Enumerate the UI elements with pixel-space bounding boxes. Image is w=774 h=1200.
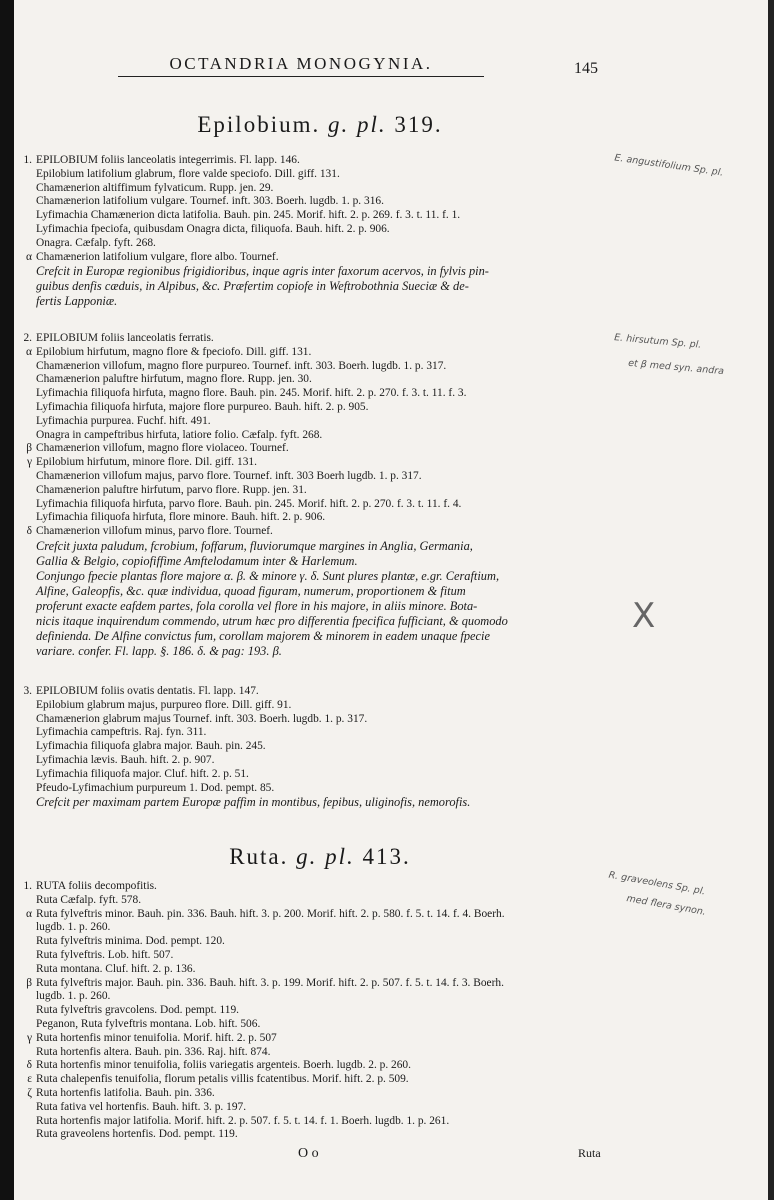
entry-text: Ruta hortenfis minor tenuifolia, foliis variegatis argenteis. Boerh. lugdb. 2. p. 260.	[36, 1059, 411, 1072]
entry-text: Crefcit in Europæ regionibus frigidioribus, inque agris inter faxorum acervos, in fylvis pin-	[36, 264, 489, 279]
entry-text: Lyfimachia filiquofa hirfuta, parvo flore. Bauh. pin. 245. Morif. hift. 2. p. 270. f. 3. t. 11. f. 4.	[36, 497, 462, 510]
entry-text: Ruta hortenfis minor tenuifolia. Morif. hift. 2. p. 507	[36, 1031, 277, 1044]
entry-text: Ruta fylveftris. Lob. hift. 507.	[36, 948, 174, 961]
entry-text: proferunt exacte eafdem partes, fola corolla vel flore in his majore, in aliis minore. Bota-	[36, 598, 478, 613]
entry-text: Conjungo fpecie plantas flore majore α. β. & minore γ. δ. Sunt plures plantæ, e.gr. Ceraftium,	[36, 568, 500, 583]
entry-line	[10, 470, 610, 484]
entry-text: guibus denfis cæduis, in Alpibus, &c. Præfertim copiofe in Weftrobothnia Sueciæ & de-	[36, 279, 469, 294]
entry-line	[10, 387, 610, 401]
entry-line	[10, 237, 610, 251]
entry-text: Lyfimachia filiquofa major. Cluf. hift. 2. p. 51.	[36, 767, 249, 780]
entry-marker: 2.	[23, 332, 32, 344]
entry-line	[10, 182, 610, 196]
margin-note: med flera synon.	[625, 893, 707, 918]
entry-line	[10, 713, 610, 727]
entry-line	[10, 685, 610, 699]
page-number: 145	[574, 60, 598, 77]
entry-line	[10, 990, 610, 1004]
entry-line	[10, 401, 610, 415]
entry-line	[10, 1073, 610, 1087]
entry-text: Ruta hortenfis major latifolia. Morif. hift. 2. p. 507. f. 5. t. 14. f. 1. Boerh. lugdb. 1. p. 261.	[36, 1114, 450, 1127]
entry-marker: γ	[26, 1031, 32, 1044]
entry-text: Ruta hortenfis altera. Bauh. pin. 336. Raj. hift. 874.	[36, 1045, 271, 1058]
entry-line	[10, 726, 610, 740]
entry-text: Chamænerion villofum majus, parvo flore. Tournef. inft. 303 Boerh lugdb. 1. p. 317.	[36, 469, 422, 482]
entry-line	[10, 1046, 610, 1060]
entry-line	[10, 373, 610, 387]
entry-line	[10, 963, 610, 977]
genus-number: 413.	[362, 844, 411, 869]
entry-line	[10, 498, 610, 512]
entry-text: Chamænerion villofum minus, parvo flore. Tournef.	[36, 525, 273, 538]
genus-ref: g. pl.	[296, 844, 355, 869]
entry-line	[10, 429, 610, 443]
entry-line	[10, 935, 610, 949]
entry-text: Ruta fylveftris minor. Bauh. pin. 336. Bauh. hift. 3. p. 200. Morif. hift. 2. p. 580. f. 5. t. 14. f. 4. Boerh.	[36, 907, 505, 920]
catchword: Ruta	[578, 1146, 601, 1160]
entry-marker: α	[26, 345, 32, 358]
entry-text: Peganon, Ruta fylveftris montana. Lob. hift. 506.	[36, 1017, 261, 1030]
entry-text: Gallia & Belgio, copiofiffime Amftelodamum inter & Harlemum.	[36, 553, 358, 568]
entry-line	[10, 1128, 610, 1142]
entry-marker: 1.	[23, 880, 32, 892]
entry-text: Chamænerion paluftre hirfutum, parvo flore. Rupp. jen. 31.	[36, 483, 307, 496]
entry-line	[10, 511, 610, 525]
entry-marker: α	[26, 250, 32, 263]
entry-line	[10, 569, 610, 584]
entry-marker: γ	[26, 456, 32, 469]
entry-line	[10, 442, 610, 456]
margin-note: E. angustifolium Sp. pl.	[613, 152, 725, 179]
entry-text: Ruta fylveftris minima. Dod. pempt. 120.	[36, 935, 225, 948]
entry-line	[10, 525, 610, 539]
entry-line	[10, 195, 610, 209]
entry-text: Chamænerion villofum, magno flore purpureo. Tournef. inft. 303. Boerh. lugdb. 1. p. 317.	[36, 359, 447, 372]
entry-text: Lyfimachia campeftris. Raj. fyn. 311.	[36, 726, 207, 739]
entry-text: Onagra. Cæfalp. fyft. 268.	[36, 236, 156, 249]
entry-text: Chamænerion villofum, magno flore violaceo. Tournef.	[36, 442, 289, 455]
entry-text: Onagra in campeftribus hirfuta, latiore folio. Cæfalp. fyft. 268.	[36, 428, 323, 441]
entry-marker: δ	[26, 1059, 32, 1072]
entry-line	[10, 599, 610, 614]
genus-title-ruta	[160, 844, 480, 870]
entry-text: definienda. De Alfine convictus fum, corollam majorem & minorem in eadem unaque fpecie	[36, 628, 490, 643]
entry-line	[10, 584, 610, 599]
entry-line	[10, 768, 610, 782]
entry-text: Ruta montana. Cluf. hift. 2. p. 136.	[36, 962, 196, 975]
entry-text: Ruta fylveftris major. Bauh. pin. 336. Bauh. hift. 3. p. 199. Morif. hift. 2. p. 507. f. 5. t. 14. f. 3. Boerh.	[36, 976, 504, 989]
entry-text: Ruta chalepenfis tenuifolia, florum petalis villis fcatentibus. Morif. hift. 2. p. 509.	[36, 1073, 409, 1086]
entry-text: Crefcit per maximam partem Europæ paffim in montibus, fepibus, uliginofis, nemorofis.	[36, 795, 471, 810]
entry-text: Epilobium latifolium glabrum, flore valde speciofo. Dill. giff. 131.	[36, 167, 340, 180]
entry-text: Crefcit juxta paludum, fcrobium, foffarum, fluviorumque margines in Anglia, Germania,	[36, 538, 473, 553]
entry-marker: 1.	[23, 154, 32, 166]
entry-line	[10, 332, 610, 346]
entry-text: fertis Lapponiæ.	[36, 294, 118, 309]
entry-line	[10, 1101, 610, 1115]
entry-line	[10, 795, 610, 810]
entry-line	[10, 168, 610, 182]
entry-text: Ruta fativa vel hortenfis. Bauh. hift. 3. p. 197.	[36, 1100, 247, 1113]
entry-text: Chamænerion latifolium vulgare. Tournef. inft. 303. Boerh. lugdb. 1. p. 316.	[36, 195, 384, 208]
entry-line	[10, 539, 610, 554]
entry-line	[10, 1059, 610, 1073]
entry-text: variare. confer. Fl. lapp. §. 186. δ. & pag: 193. β.	[36, 643, 282, 658]
entry-text: Chamænerion glabrum majus Tournef. inft. 303. Boerh. lugdb. 1. p. 317.	[36, 712, 368, 725]
entry-marker: δ	[26, 525, 32, 538]
entry-text: Epilobium hirfutum, minore flore. Dil. giff. 131.	[36, 456, 257, 469]
entry-line	[10, 644, 610, 659]
entry-line	[10, 279, 610, 294]
running-title: OCTANDRIA MONOGYNIA.	[118, 54, 484, 77]
entry-text: lugdb. 1. p. 260.	[36, 921, 111, 934]
species-entry	[10, 880, 610, 1142]
entry-marker: 3.	[23, 685, 32, 697]
margin-note: X	[632, 596, 656, 636]
entry-marker: ε	[27, 1073, 32, 1086]
entry-text: Lyfimachia purpurea. Fuchf. hift. 491.	[36, 414, 211, 427]
entry-text: Epilobium hirfutum, magno flore & fpeciofo. Dill. giff. 131.	[36, 345, 312, 358]
entry-line	[10, 484, 610, 498]
entry-line	[10, 1115, 610, 1129]
entry-line	[10, 346, 610, 360]
margin-note: et β med syn. andra	[627, 357, 725, 378]
genus-name: Ruta.	[229, 844, 289, 869]
genus-name: Epilobium.	[197, 112, 321, 137]
entry-line	[10, 908, 610, 922]
entry-text: Chamænerion paluftre hirfutum, magno flore. Rupp. jen. 30.	[36, 373, 312, 386]
entry-text: Ruta Cæfalp. fyft. 578.	[36, 893, 142, 906]
entry-text: Lyfimachia fpeciofa, quibusdam Onagra dicta, filiquofa. Bauh. hift. 2. p. 906.	[36, 222, 390, 235]
genus-ref: g. pl.	[327, 112, 387, 137]
entry-line	[10, 949, 610, 963]
entry-line	[10, 614, 610, 629]
entry-text: Chamænerion altiffimum fylvaticum. Rupp. jen. 29.	[36, 181, 274, 194]
entry-text: lugdb. 1. p. 260.	[36, 990, 111, 1003]
entry-text: RUTA foliis decompofitis.	[36, 880, 157, 892]
entry-text: Ruta fylveftris gravcolens. Dod. pempt. 119.	[36, 1004, 239, 1017]
entry-text: Alfine, Galeopfis, &c. quæ individua, quoad figuram, numerum, proportionem & fitum	[36, 583, 466, 598]
entry-line	[10, 554, 610, 569]
entry-line	[10, 251, 610, 265]
entry-line	[10, 264, 610, 279]
entry-text: Chamænerion latifolium vulgare, flore albo. Tournef.	[36, 250, 279, 263]
entry-line	[10, 1004, 610, 1018]
entry-line	[10, 1087, 610, 1101]
entry-text: EPILOBIUM foliis lanceolatis integerrimis. Fl. lapp. 146.	[36, 154, 300, 166]
entry-text: Epilobium glabrum majus, purpureo flore. Dill. giff. 91.	[36, 698, 292, 711]
entry-text: Lyfimachia filiquofa hirfuta, majore flore purpureo. Bauh. hift. 2. p. 905.	[36, 400, 369, 413]
entry-text: Lyfimachia filiquofa glabra major. Bauh. pin. 245.	[36, 740, 266, 753]
entry-line	[10, 894, 610, 908]
entry-line	[10, 1018, 610, 1032]
entry-text: Lyfimachia lævis. Bauh. hift. 2. p. 907.	[36, 753, 215, 766]
species-entry	[10, 332, 610, 659]
entry-text: Lyfimachia filiquofa hirfuta, flore minore. Bauh. hift. 2. p. 906.	[36, 511, 326, 524]
signature-mark: O o	[298, 1146, 319, 1161]
entry-line	[10, 209, 610, 223]
entry-line	[10, 223, 610, 237]
entry-text: Lyfimachia Chamænerion dicta latifolia. Bauh. pin. 245. Morif. hift. 2. p. 269. f. 3. t. 11. f. 1.	[36, 209, 461, 222]
entry-line	[10, 754, 610, 768]
entry-marker: α	[26, 907, 32, 920]
page-edge	[768, 0, 774, 1200]
entry-line	[10, 294, 610, 309]
entry-text: EPILOBIUM foliis lanceolatis ferratis.	[36, 332, 214, 344]
entry-text: Ruta graveolens hortenfis. Dod. pempt. 119.	[36, 1128, 238, 1141]
margin-note: R. graveolens Sp. pl.	[607, 869, 707, 898]
entry-line	[10, 740, 610, 754]
entry-line	[10, 880, 610, 894]
entry-line	[10, 154, 610, 168]
entry-marker: β	[26, 442, 32, 455]
species-entry	[10, 154, 610, 309]
genus-number: 319.	[394, 112, 443, 137]
species-entry	[10, 685, 610, 810]
entry-line	[10, 360, 610, 374]
entry-text: Lyfimachia filiquofa hirfuta, magno flore. Bauh. pin. 245. Morif. hift. 2. p. 270. f. 3. t. 11. f. 3.	[36, 387, 467, 400]
entry-line	[10, 415, 610, 429]
entry-line	[10, 1032, 610, 1046]
entry-marker: β	[26, 976, 32, 989]
entry-text: Pfeudo-Lyfimachium purpureum 1. Dod. pempt. 85.	[36, 781, 275, 794]
entry-line	[10, 629, 610, 644]
entry-text: EPILOBIUM foliis ovatis dentatis. Fl. lapp. 147.	[36, 685, 259, 697]
entry-line	[10, 456, 610, 470]
entry-text: nicis itaque inquirendum commendo, utrum hæc pro differentia fpecifica fufficiant, & quomodo	[36, 613, 508, 628]
entry-line	[10, 782, 610, 796]
margin-note: E. hirsutum Sp. pl.	[613, 332, 702, 351]
entry-marker: ζ	[27, 1086, 32, 1099]
entry-line	[10, 699, 610, 713]
genus-title-epilobium	[160, 112, 480, 138]
entry-line	[10, 921, 610, 935]
entry-line	[10, 977, 610, 991]
entry-text: Ruta hortenfis latifolia. Bauh. pin. 336.	[36, 1086, 215, 1099]
